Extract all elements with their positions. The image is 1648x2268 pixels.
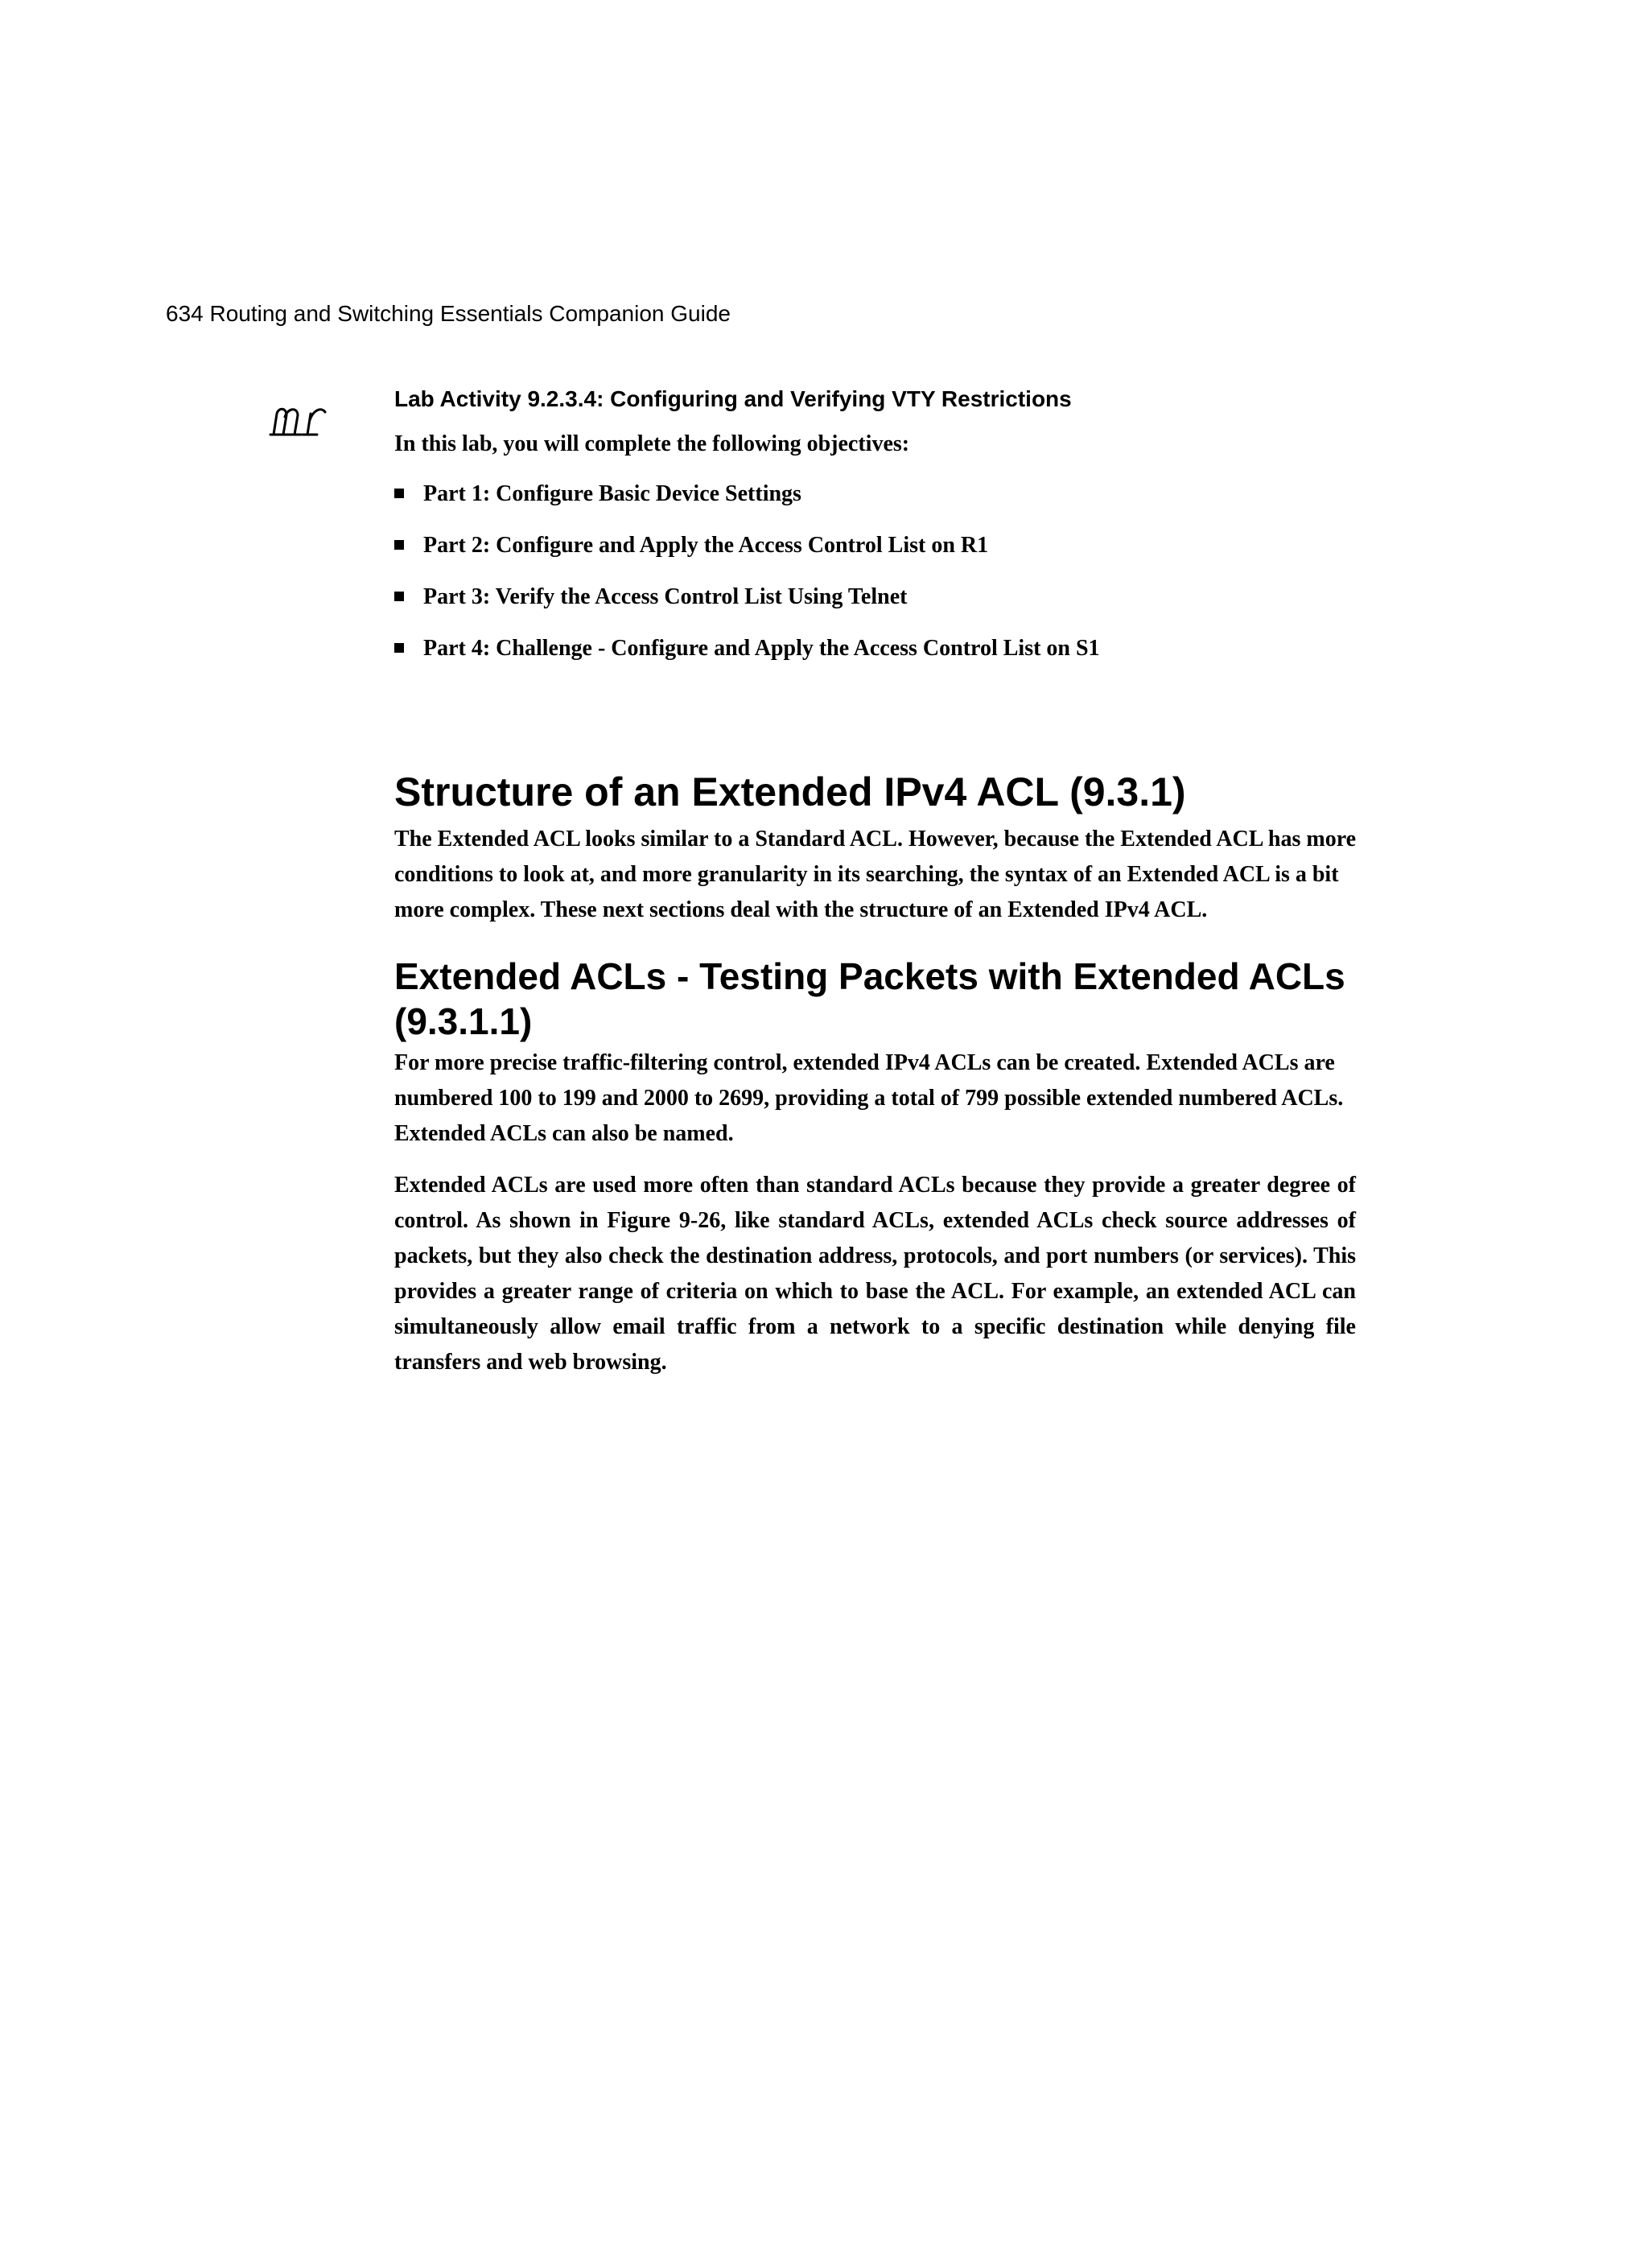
page-content	[394, 385, 1384, 1380]
lab-intro: In this lab, you will complete the following objectives:	[394, 431, 910, 456]
objective-text: Part 4: Challenge - Configure and Apply the Access Control List on S1	[423, 636, 1100, 661]
bullet-icon	[394, 643, 404, 653]
objective-text: Part 3: Verify the Access Control List Using Telnet	[423, 584, 908, 609]
bullet-icon	[394, 592, 404, 601]
lab-activity-title: Lab Activity 9.2.3.4: Configuring and Verifying VTY Restrictions	[394, 386, 1072, 411]
section-paragraph: The Extended ACL looks similar to a Standard ACL. However, because the Extended ACL has more conditions to look at, and more granularity in its searching, the syntax of an Extended ACL is a bit more complex. These next sections deal with the structure of an Extended IPv4 ACL.	[394, 827, 1357, 922]
list-item	[394, 579, 1384, 615]
lab-activity-icon	[269, 390, 349, 446]
list-item	[394, 528, 1384, 563]
objective-text: Part 1: Configure Basic Device Settings	[423, 481, 801, 506]
objectives-list	[394, 476, 1384, 666]
subsection-paragraph-2: Extended ACLs are used more often than standard ACLs because they provide a greater degree of control. As shown in Figure 9-26, like standard ACLs, extended ACLs check source addresses of packets, but they also check the destination address, protocols, and port numbers (or services). This provides a greater range of criteria on which to base the ACL. For example, an extended ACL can simultaneously allow email traffic from a network to a specific destination while denying file transfers and web browsing.	[394, 1173, 1356, 1375]
list-item	[394, 631, 1384, 666]
bullet-icon	[394, 540, 404, 550]
section-heading: Structure of an Extended IPv4 ACL (9.3.1)	[394, 769, 1186, 814]
bullet-icon	[394, 489, 404, 498]
objective-text: Part 2: Configure and Apply the Access Control List on R1	[423, 533, 989, 558]
subsection-heading: Extended ACLs - Testing Packets with Extended ACLs (9.3.1.1)	[394, 955, 1345, 1042]
subsection-paragraph-1: For more precise traffic-filtering control, extended IPv4 ACLs can be created. Extended ACLs are numbered 100 to 199 and 2000 to 2699, providing a total of 799 possible extended numbered ACLs. Extended ACLs can also be named.	[394, 1050, 1344, 1146]
list-item	[394, 476, 1384, 512]
running-header: 634 Routing and Switching Essentials Companion Guide	[166, 301, 731, 326]
